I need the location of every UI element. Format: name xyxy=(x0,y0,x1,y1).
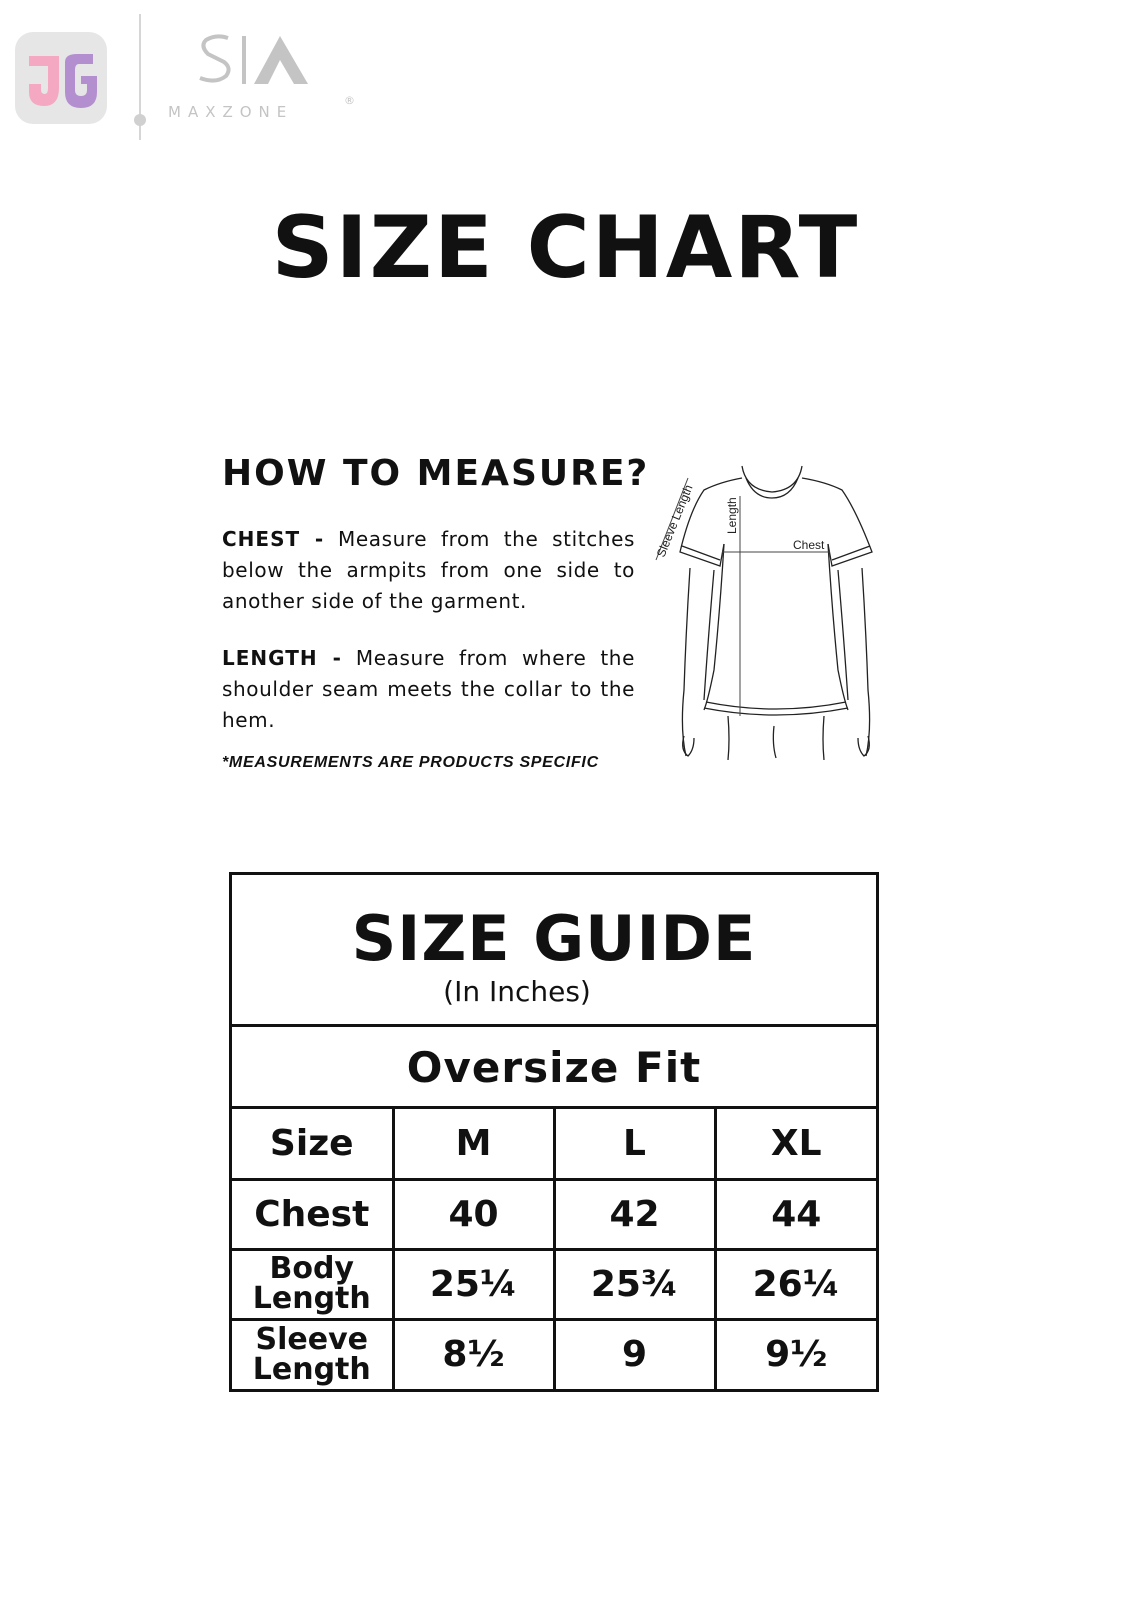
table-cell: 9 xyxy=(554,1319,715,1389)
chest-instruction xyxy=(222,524,635,617)
row-label-body-length xyxy=(232,1249,393,1319)
table-row xyxy=(232,1319,876,1389)
length-term: LENGTH - xyxy=(222,646,342,670)
length-text: Measure from where the shoulder seam meets the collar to the hem. xyxy=(222,646,635,732)
table-cell: 44 xyxy=(715,1179,876,1249)
brand-logo-tile xyxy=(15,32,107,124)
table-row xyxy=(232,1249,876,1319)
chest-term: CHEST - xyxy=(222,527,325,551)
tshirt-diagram xyxy=(650,460,880,760)
table-cell: 25¾ xyxy=(554,1249,715,1319)
size-guide-header xyxy=(232,875,876,1027)
header-m: M xyxy=(393,1109,554,1179)
size-grid xyxy=(232,1109,876,1389)
sleeve-length-label: Sleeve Length xyxy=(653,482,696,560)
table-cell: 40 xyxy=(393,1179,554,1249)
brand-logo-icon xyxy=(15,32,107,124)
row-label-text: Body xyxy=(269,1251,354,1286)
logo-divider-dot xyxy=(134,114,146,126)
size-guide-table xyxy=(229,872,879,1392)
fit-type: Oversize Fit xyxy=(232,1027,876,1109)
row-label-text: Length xyxy=(252,1281,371,1316)
size-guide-unit: (In Inches) xyxy=(443,975,591,1008)
table-cell: 25¼ xyxy=(393,1249,554,1319)
row-label-sleeve-length xyxy=(232,1319,393,1389)
header-xl: XL xyxy=(715,1109,876,1179)
header-size: Size xyxy=(232,1109,393,1179)
header-l: L xyxy=(554,1109,715,1179)
size-guide-title: SIZE GUIDE xyxy=(351,902,757,975)
table-cell: 26¼ xyxy=(715,1249,876,1319)
table-cell: 42 xyxy=(554,1179,715,1249)
tshirt-outline xyxy=(680,466,872,760)
page-title: SIZE CHART xyxy=(271,198,860,298)
table-row xyxy=(232,1179,876,1249)
row-label-text: Chest xyxy=(254,1193,370,1235)
registered-mark: ® xyxy=(344,94,355,107)
length-label: Length xyxy=(725,497,739,534)
brand-mark-sia xyxy=(198,30,314,94)
chest-text: Measure from the stitches below the armpits from one side to another side of the garment. xyxy=(222,527,635,613)
measurement-note: *MEASUREMENTS ARE PRODUCTS SPECIFIC xyxy=(222,754,599,771)
table-header-row xyxy=(232,1109,876,1179)
row-label-text: Length xyxy=(252,1351,371,1387)
chest-label: Chest xyxy=(793,538,825,552)
how-to-measure-heading: HOW TO MEASURE? xyxy=(222,453,650,494)
table-cell: 9½ xyxy=(765,1334,828,1376)
brand-name: MAXZONE xyxy=(168,103,294,121)
row-label-chest xyxy=(232,1179,393,1249)
table-cell: 8½ xyxy=(393,1319,554,1389)
row-label-text: Sleeve xyxy=(255,1321,368,1357)
length-instruction xyxy=(222,643,635,736)
